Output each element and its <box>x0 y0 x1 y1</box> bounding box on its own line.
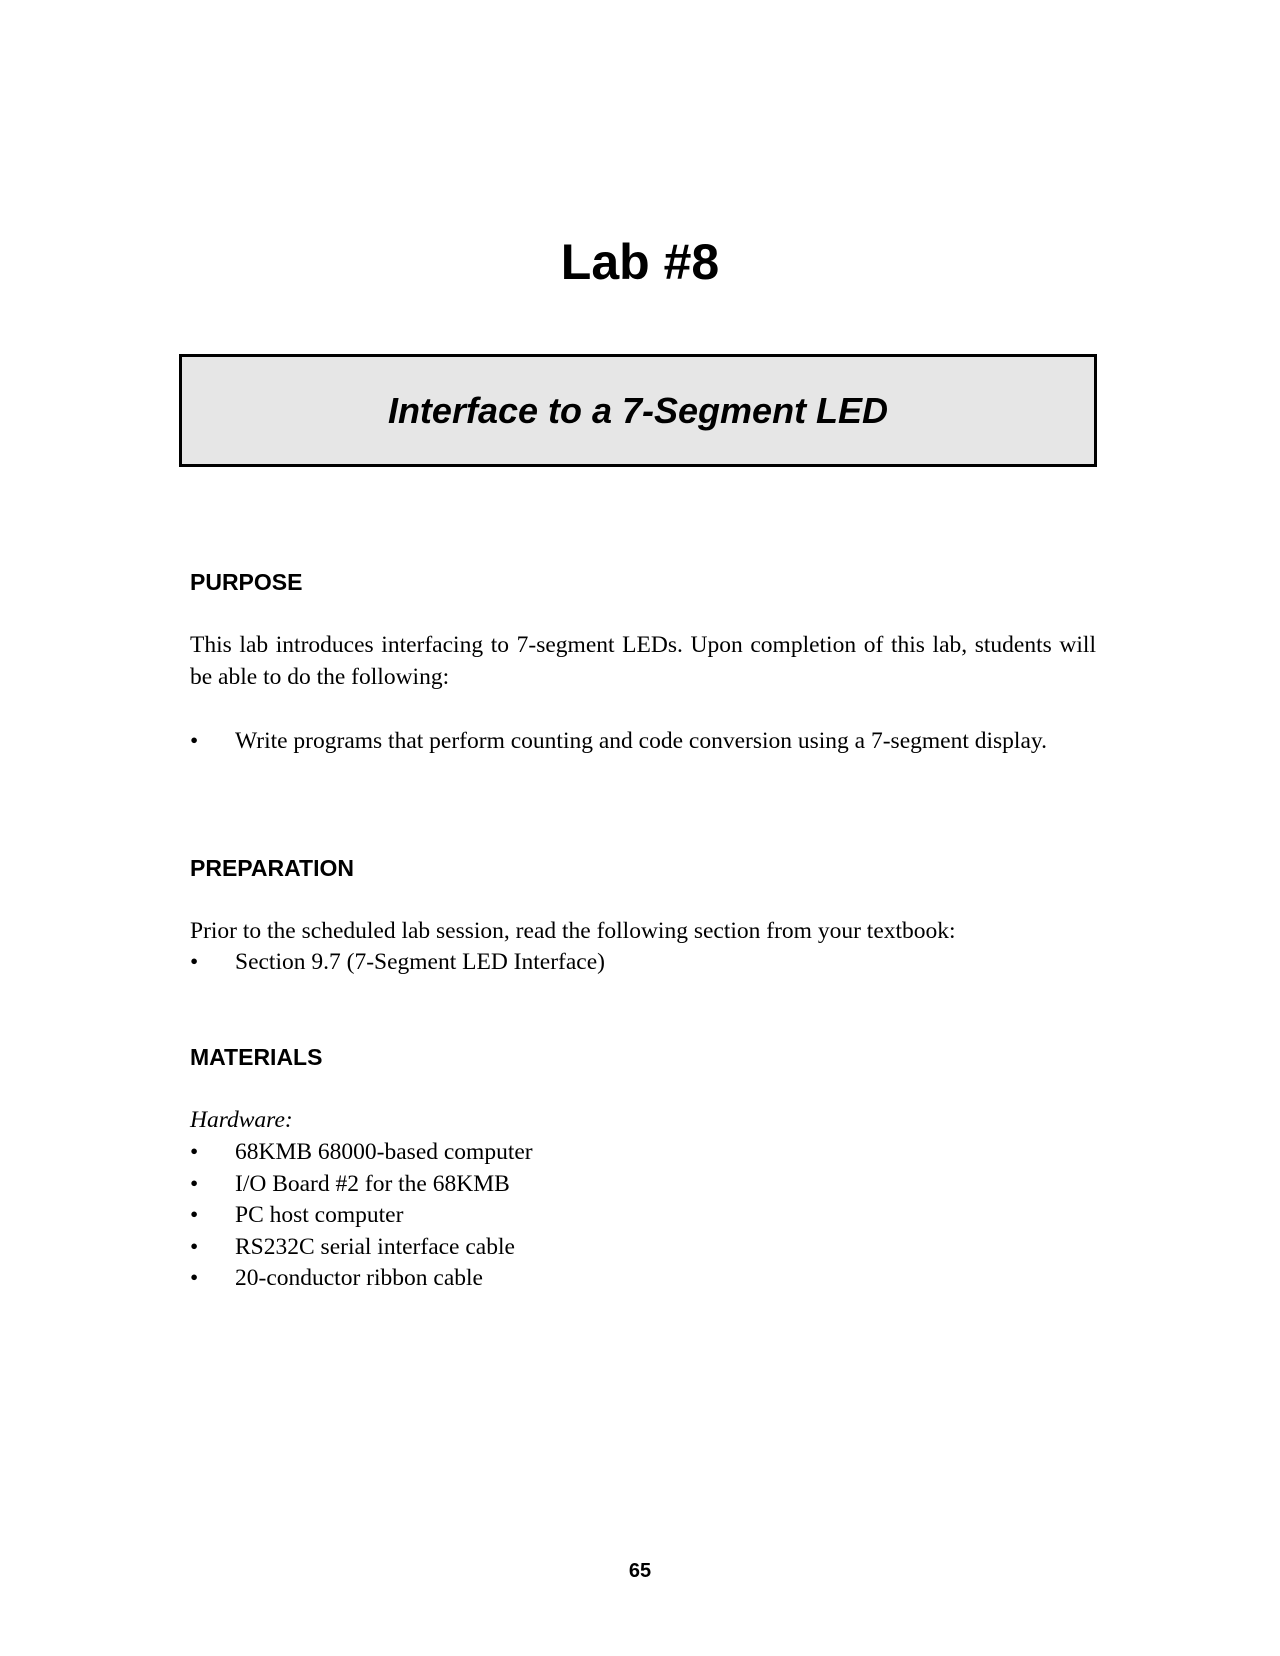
subtitle: Interface to a 7-Segment LED <box>387 389 889 431</box>
preparation-heading: PREPARATION <box>190 855 354 881</box>
preparation-intro: Prior to the scheduled lab session, read the following section from your textbook: <box>190 918 956 944</box>
bullet-icon: • <box>190 1170 199 1197</box>
list-item-text: PC host computer <box>235 1202 404 1228</box>
materials-heading: MATERIALS <box>190 1044 323 1070</box>
bullet-icon: • <box>190 1265 199 1291</box>
materials-list <box>190 1137 1096 1295</box>
purpose-heading: PURPOSE <box>190 569 303 595</box>
bullet-icon: • <box>190 1139 199 1165</box>
purpose-list <box>190 726 1096 758</box>
list-item <box>190 947 1096 979</box>
list-item <box>190 1169 1096 1201</box>
list-item <box>190 726 1096 758</box>
list-item <box>190 1137 1096 1169</box>
purpose-intro: This lab introduces interfacing to 7-segment LEDs. Upon completion of this lab, students will be able to do the following: <box>190 632 1096 690</box>
subtitle-box <box>179 354 1097 467</box>
list-item-text: 20-conductor ribbon cable <box>235 1265 483 1291</box>
lab-title: Lab #8 <box>560 234 720 290</box>
list-item-text: I/O Board #2 for the 68KMB <box>235 1170 510 1197</box>
bullet-icon: • <box>190 728 199 754</box>
bullet-icon: • <box>190 949 199 975</box>
list-item <box>190 1263 1096 1295</box>
page-number: 65 <box>628 1560 652 1582</box>
list-item-text: 68KMB 68000-based computer <box>235 1139 533 1165</box>
list-item-text: RS232C serial interface cable <box>235 1233 515 1260</box>
list-item-text: Write programs that perform counting and code conversion using a 7-segment display. <box>235 728 1047 754</box>
hardware-label: Hardware: <box>190 1107 293 1133</box>
preparation-list <box>190 947 1096 979</box>
bullet-icon: • <box>190 1233 199 1260</box>
list-item-text: Section 9.7 (7-Segment LED Interface) <box>235 949 605 975</box>
bullet-icon: • <box>190 1202 199 1228</box>
list-item <box>190 1232 1096 1264</box>
list-item <box>190 1200 1096 1232</box>
